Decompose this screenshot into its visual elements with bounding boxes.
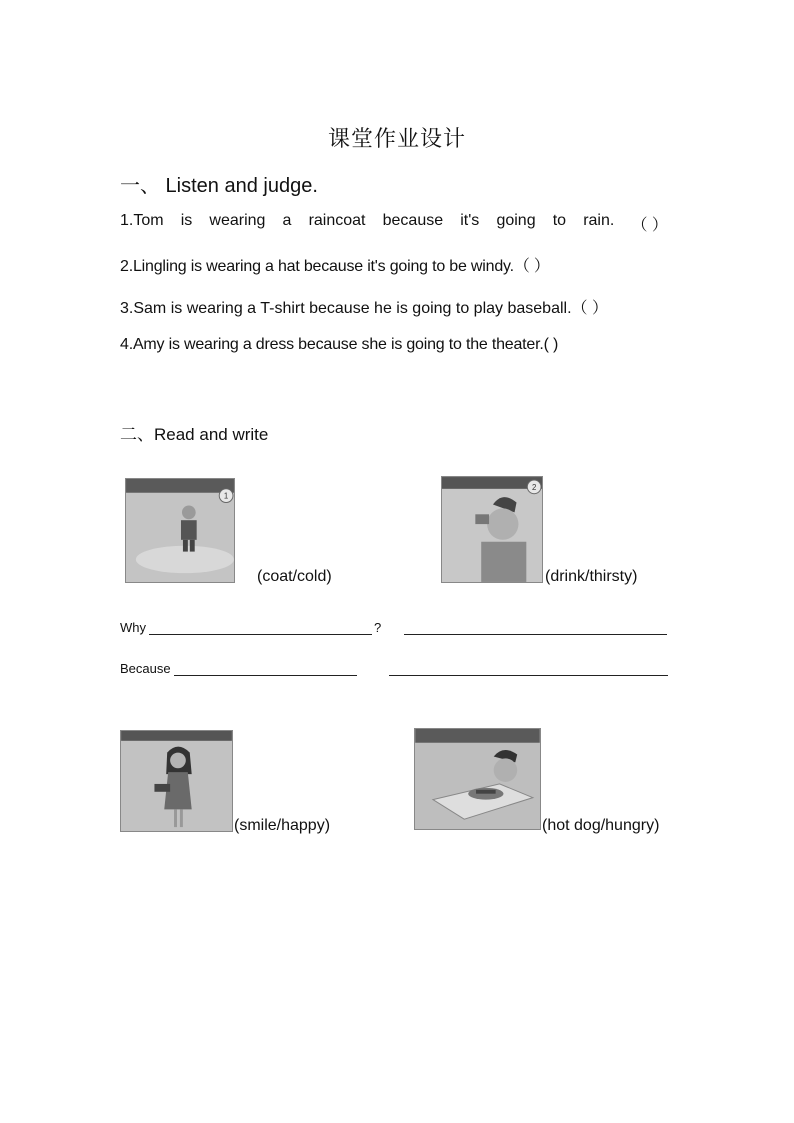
- answer-bracket[interactable]: ( ): [543, 336, 559, 353]
- section2-heading: 二、Read and write: [120, 425, 269, 444]
- woman-smiling-picture: [120, 730, 233, 832]
- q1-word: a: [282, 212, 292, 229]
- picture-caption: (smile/happy): [234, 817, 331, 834]
- answer-bracket[interactable]: （ ）: [571, 300, 608, 317]
- q1-word: wearing: [209, 212, 266, 229]
- question-4: [120, 336, 558, 354]
- picture-caption: (coat/cold): [257, 568, 332, 585]
- answer-blank-line[interactable]: [389, 675, 668, 676]
- boy-drinking-picture: [441, 476, 543, 583]
- q1-word: because: [382, 212, 444, 229]
- q1-word: going: [496, 212, 536, 229]
- question-mark: ?: [374, 620, 382, 635]
- q1-word: 1.Tom: [120, 212, 164, 229]
- q1-word: it's: [460, 212, 480, 229]
- answer-bracket[interactable]: （ ）: [631, 217, 668, 234]
- because-blank-line[interactable]: [174, 675, 357, 676]
- section1-heading: 一、 Listen and judge.: [120, 175, 318, 197]
- boy-in-coat-icon: [126, 479, 234, 582]
- why-label: Why: [120, 620, 146, 635]
- question-1: [120, 212, 668, 235]
- picture-caption: (drink/thirsty): [545, 568, 638, 585]
- q1-word: is: [180, 212, 193, 229]
- boy-in-coat-picture: [125, 478, 235, 583]
- q1-word: to: [552, 212, 567, 229]
- woman-smiling-icon: [121, 731, 232, 831]
- because-label: Because: [120, 661, 171, 676]
- q1-word: rain.: [583, 212, 615, 229]
- picture-number: 2: [531, 482, 537, 492]
- question-text: 2.Lingling is wearing a hat because it's going to be windy.: [120, 258, 514, 275]
- picture-caption: (hot dog/hungry): [542, 817, 660, 834]
- boy-eating-hotdog-icon: [415, 729, 540, 829]
- question-2: [120, 253, 550, 276]
- boy-eating-hotdog-picture: [414, 728, 541, 830]
- question-text: 3.Sam is wearing a T-shirt because he is going to play baseball.: [120, 300, 572, 317]
- picture-number: 1: [223, 491, 229, 501]
- q1-word: raincoat: [308, 212, 366, 229]
- why-blank-line[interactable]: [149, 634, 372, 635]
- boy-drinking-icon: [442, 477, 542, 582]
- question-3: [120, 295, 608, 318]
- answer-bracket[interactable]: （ ）: [513, 258, 550, 275]
- page-title: 课堂作业设计: [327, 127, 466, 152]
- question-text: 4.Amy is wearing a dress because she is going to the theater.: [120, 336, 544, 353]
- answer-blank-line[interactable]: [404, 634, 667, 635]
